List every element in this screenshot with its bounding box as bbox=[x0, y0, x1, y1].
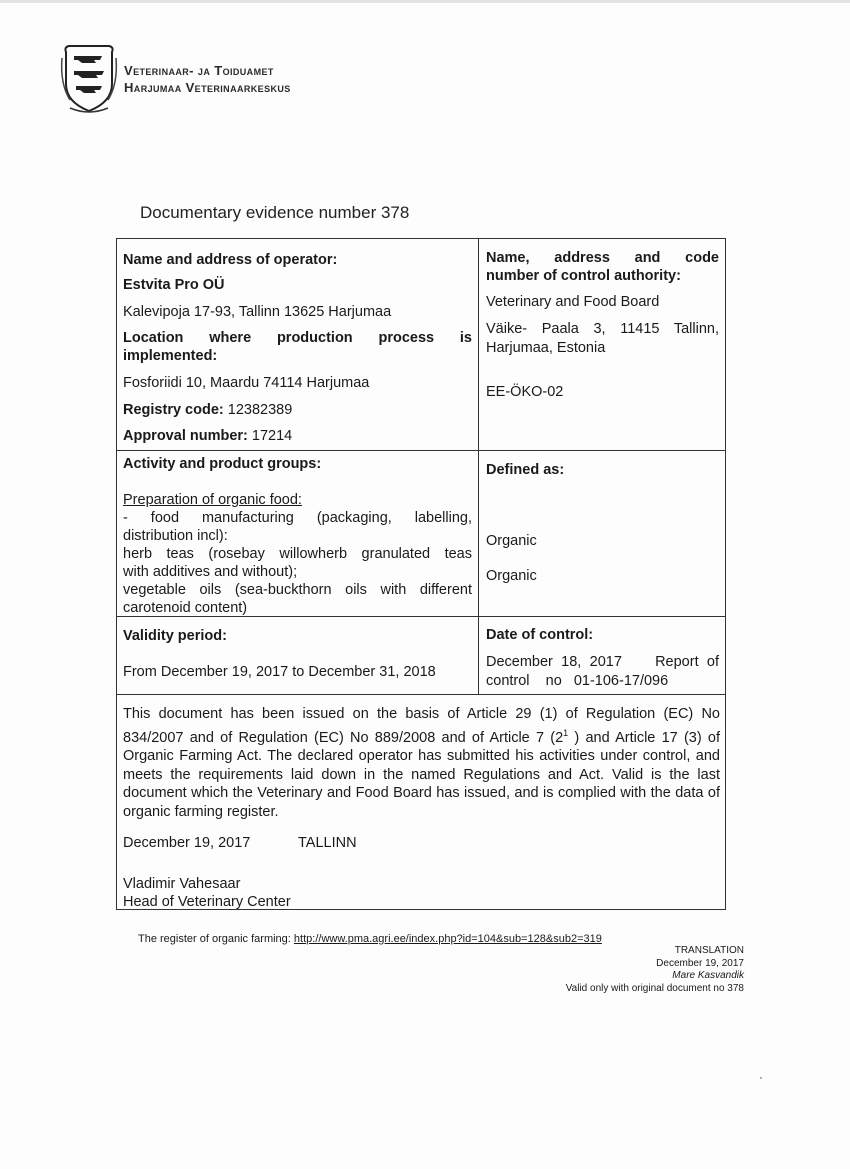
agency-name bbox=[124, 62, 291, 96]
scan-speck bbox=[760, 1077, 762, 1079]
activity-line-6: carotenoid content) bbox=[123, 600, 248, 616]
activity-line-3: herb teas (rosebay willowherb granulated teas bbox=[123, 546, 472, 562]
authority-code: EE-ÖKO-02 bbox=[486, 384, 564, 400]
location-label-line-2: implemented: bbox=[123, 348, 218, 364]
activity-line-4: with additives and without); bbox=[123, 564, 298, 580]
control-date-line-2: control no 01-106-17/096 bbox=[486, 673, 669, 689]
authority-label-line-1: Name, address and code bbox=[486, 250, 719, 266]
authority-label-line-2: number of control authority: bbox=[486, 268, 681, 284]
location-address: Fosforiidi 10, Maardu 74114 Harjumaa bbox=[123, 375, 370, 391]
translation-stamp bbox=[566, 945, 744, 995]
defined-as-value-2: Organic bbox=[486, 568, 537, 584]
activity-label: Activity and product groups: bbox=[123, 456, 322, 472]
table-row-divider-3 bbox=[116, 694, 726, 695]
register-link[interactable]: http://www.pma.agri.ee/index.php?id=104&sub=128&sub2=319 bbox=[293, 933, 602, 945]
validity-label: Validity period: bbox=[123, 628, 227, 644]
approval-number-value: 17214 bbox=[251, 428, 293, 444]
translator-name: Mare Kasvandik bbox=[672, 970, 744, 981]
statement-text-part-1: This document has been issued on the basis of Article 29 (1) of Regulation (EC) No 834/2007 and of Regulation (EC) No 889/2008 and of Article 7 (2 bbox=[123, 706, 720, 746]
translation-validity-note: Valid only with original document no 378 bbox=[565, 982, 744, 994]
issue-date: December 19, 2017 bbox=[123, 835, 251, 851]
translation-label: TRANSLATION bbox=[674, 945, 744, 956]
defined-as-value-1: Organic bbox=[486, 533, 537, 549]
agency-line-2: Harjumaa Veterinaarkeskus bbox=[124, 80, 291, 95]
registry-code-row bbox=[123, 401, 292, 419]
operator-address: Kalevipoja 17-93, Tallinn 13625 Harjumaa bbox=[123, 304, 392, 320]
register-footer bbox=[138, 933, 602, 945]
registry-code-value: 12382389 bbox=[227, 402, 293, 418]
operator-label: Name and address of operator: bbox=[123, 252, 338, 268]
approval-number-row bbox=[123, 427, 292, 445]
register-text: The register of organic farming: bbox=[138, 933, 291, 945]
agency-line-1: Veterinaar- ja Toiduamet bbox=[124, 63, 274, 78]
translation-date: December 19, 2017 bbox=[656, 957, 744, 969]
activity-line-2: distribution incl): bbox=[123, 528, 228, 544]
operator-name: Estvita Pro OÜ bbox=[123, 277, 225, 293]
signer-name: Vladimir Vahesaar bbox=[123, 876, 241, 892]
coat-of-arms-logo bbox=[60, 44, 118, 114]
table-column-divider bbox=[478, 238, 479, 694]
statement-paragraph bbox=[123, 705, 720, 821]
issue-place: TALLINN bbox=[298, 835, 357, 851]
activity-subheading: Preparation of organic food: bbox=[123, 492, 302, 508]
location-label-line-1: Location where production process is bbox=[123, 330, 472, 346]
document-title: Documentary evidence number 378 bbox=[140, 203, 410, 222]
authority-address-line-1: Väike- Paala 3, 11415 Tallinn, bbox=[486, 321, 719, 337]
statement-superscript: 1 bbox=[563, 727, 569, 738]
control-date-label: Date of control: bbox=[486, 627, 594, 643]
registry-code-label: Registry code: bbox=[123, 402, 224, 418]
table-row-divider-1 bbox=[116, 450, 726, 451]
signer-title: Head of Veterinary Center bbox=[123, 894, 291, 910]
validity-value: From December 19, 2017 to December 31, 2018 bbox=[123, 664, 436, 680]
approval-number-label: Approval number: bbox=[123, 428, 248, 444]
authority-address-line-2: Harjumaa, Estonia bbox=[486, 340, 606, 356]
control-date-line-1: December 18, 2017 Report of bbox=[486, 654, 719, 670]
scan-top-edge bbox=[0, 0, 850, 3]
authority-name: Veterinary and Food Board bbox=[486, 294, 660, 310]
activity-line-1: - food manufacturing (packaging, labelling, bbox=[123, 510, 472, 526]
statement-text-part-2: ) and Article 17 (3) of Organic Farming Act. The declared operator has submitted his activities under control, and meets the requirements laid down in the named Regulations and Act. Valid is the last document which the Veterinary and Food Board has issued, and is complied with the data of organic farming register. bbox=[123, 729, 720, 820]
defined-as-label: Defined as: bbox=[486, 462, 565, 478]
activity-line-5: vegetable oils (sea-buckthorn oils with different bbox=[123, 582, 472, 598]
